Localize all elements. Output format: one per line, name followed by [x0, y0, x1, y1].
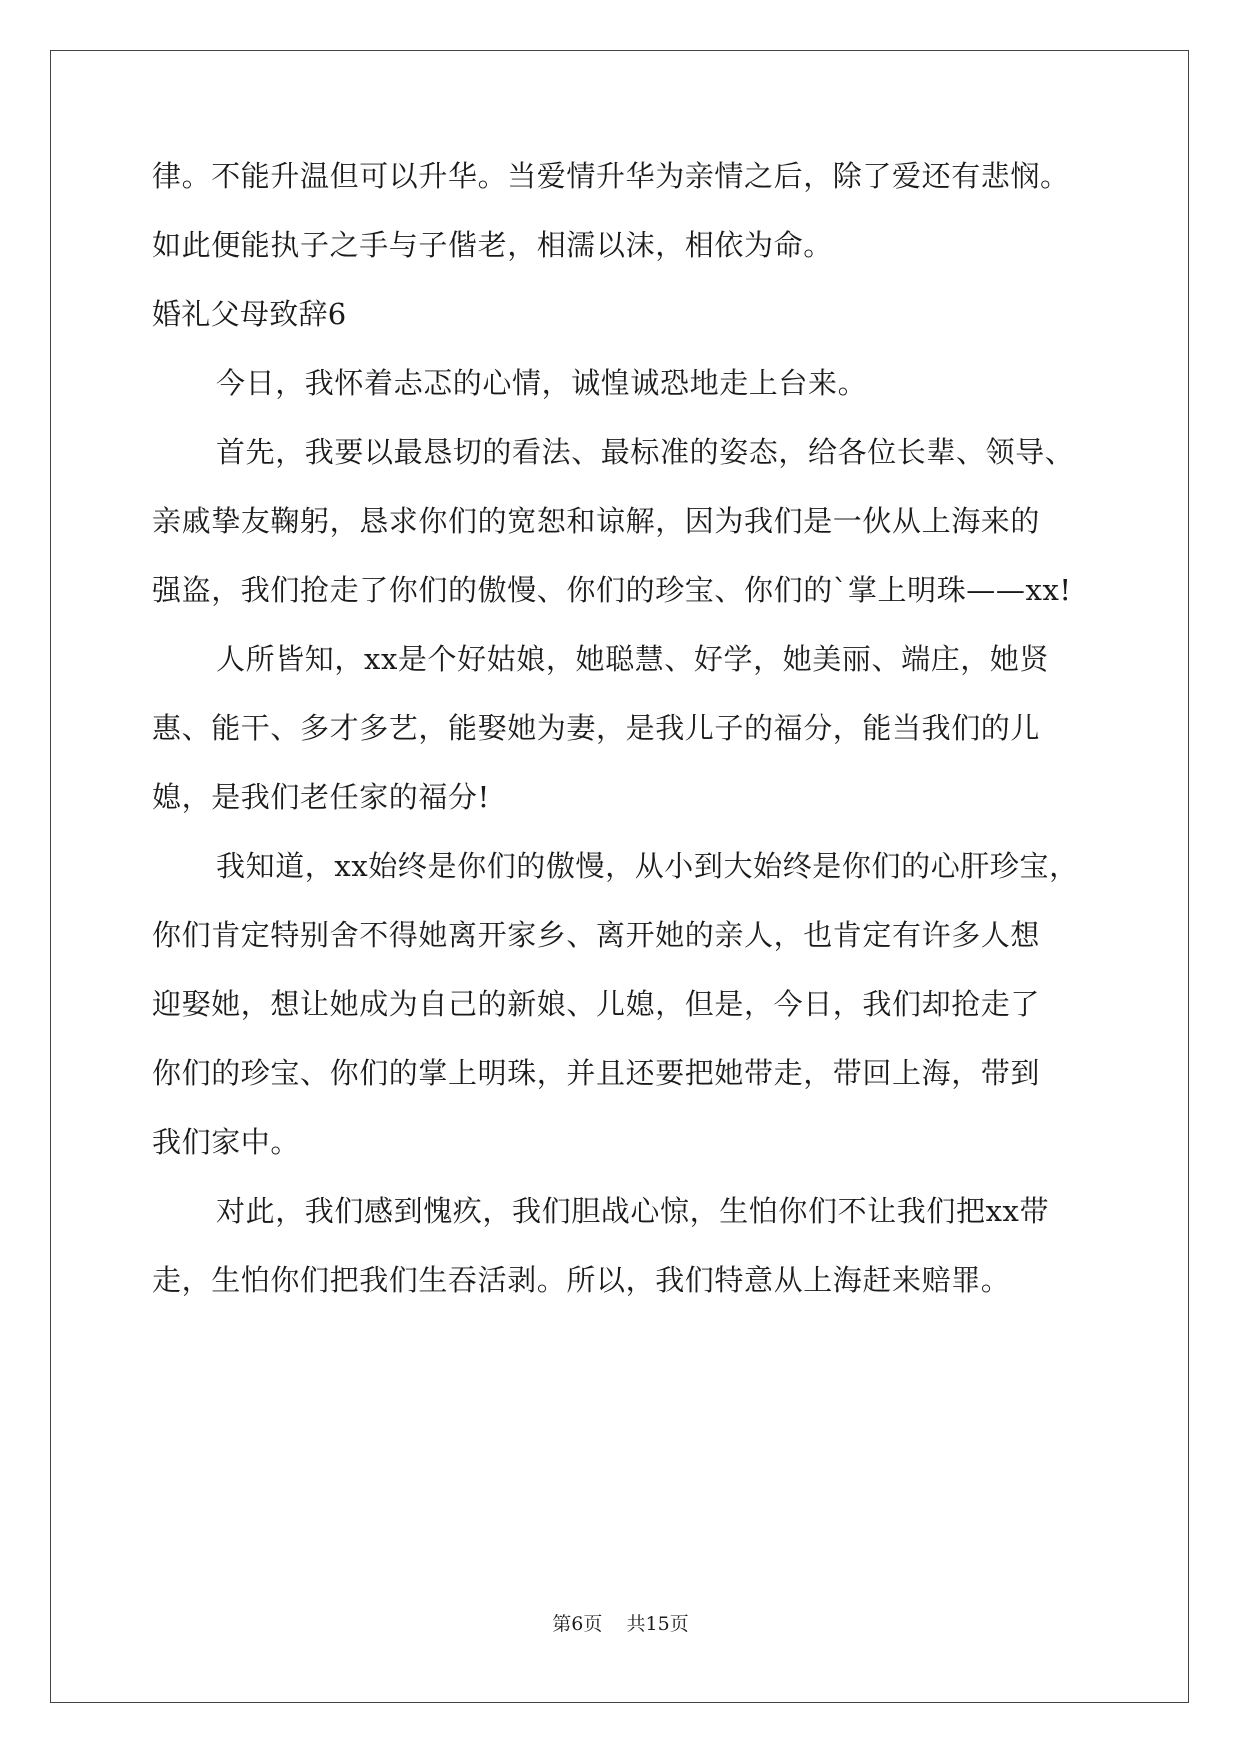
body-line: 律。不能升温但可以升华。当爱情升华为亲情之后，除了爱还有悲悯。 [152, 159, 1070, 193]
body-line: 人所皆知，xx是个好姑娘，她聪慧、好学，她美丽、端庄，她贤 [216, 642, 1050, 676]
body-line: 亲戚挚友鞠躬，恳求你们的宽恕和谅解，因为我们是一伙从上海来的 [152, 504, 1041, 538]
body-line: 今日，我怀着忐忑的心情，诚惶诚恐地走上台来。 [216, 366, 868, 400]
body-line: 走，生怕你们把我们生吞活剥。所以，我们特意从上海赶来赔罪。 [152, 1263, 1011, 1297]
body-line: 首先，我要以最恳切的看法、最标准的姿态，给各位长辈、领导、 [216, 435, 1075, 469]
body-line: 对此，我们感到愧疚，我们胆战心惊，生怕你们不让我们把xx带 [216, 1194, 1050, 1228]
body-line: 强盗，我们抢走了你们的傲慢、你们的珍宝、你们的`掌上明珠——xx! [152, 573, 1072, 607]
body-line: 迎娶她，想让她成为自己的新娘、儿媳，但是，今日，我们却抢走了 [152, 987, 1041, 1021]
body-line: 我知道，xx始终是你们的傲慢，从小到大始终是你们的心肝珍宝， [216, 849, 1079, 883]
body-line: 惠、能干、多才多艺，能娶她为妻，是我儿子的福分，能当我们的儿 [152, 711, 1041, 745]
page-number-footer: 第6页 共15页 [552, 1613, 689, 1635]
section-heading: 婚礼父母致辞6 [152, 297, 347, 331]
body-line: 你们肯定特别舍不得她离开家乡、离开她的亲人，也肯定有许多人想 [152, 918, 1041, 952]
body-line: 你们的珍宝、你们的掌上明珠，并且还要把她带走，带回上海，带到 [152, 1056, 1041, 1090]
body-line: 如此便能执子之手与子偕老，相濡以沫，相依为命。 [152, 228, 833, 262]
body-line: 媳，是我们老任家的福分! [152, 780, 490, 814]
body-line: 我们家中。 [152, 1125, 301, 1159]
